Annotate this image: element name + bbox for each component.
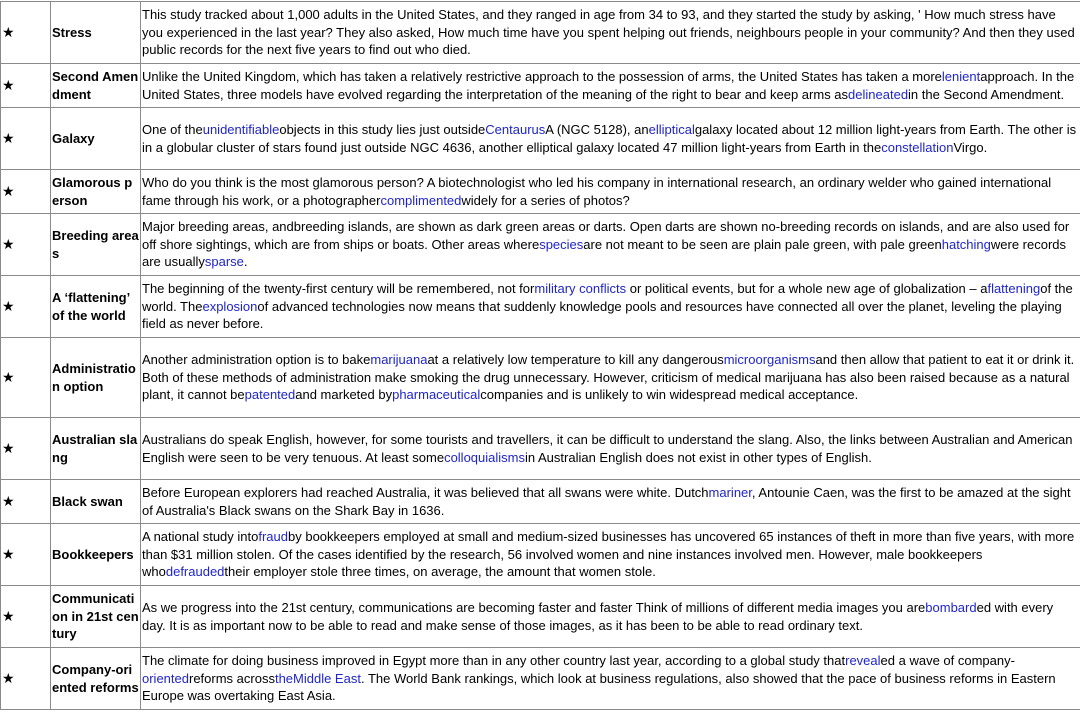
passage-text: Australians do speak English, however, for some tourists and travellers, it can be difficult to understand the slang. Also, the links between Australian and American English were seen to be very tenuous. At least some (142, 432, 1073, 465)
passage-text: and then allow that patient to eat it or drink it. Both of these methods of administration make smoking the drug unnecessary. However, criticism of medical marijuana has also been raised because as a natural plant, it cannot be (142, 352, 1074, 402)
vocabulary-word: microorganisms (724, 352, 816, 367)
passage-text: The beginning of the twenty-first century will be remembered, not for (142, 281, 534, 296)
topic-label: Glamorous person (51, 170, 141, 214)
passage-text: , Antounie Caen, was the first to be amazed at the sight of Australia's Black swans on the Shark Bay in 1636. (142, 485, 1071, 518)
topic-passage (141, 2, 1080, 64)
passage-text: in Australian English does not exist in other types of English. (525, 450, 872, 465)
topic-passage (141, 276, 1080, 338)
star-icon: ★ (1, 170, 51, 214)
passage-text: Before European explorers had reached Australia, it was believed that all swans were white. Dutch (142, 485, 709, 500)
star-icon: ★ (1, 214, 51, 276)
passage-text: Virgo. (954, 140, 988, 155)
vocabulary-word: lenient (942, 69, 980, 84)
passage-text: Another administration option is to bake (142, 352, 370, 367)
topic-label: Communication in 21st century (51, 586, 141, 648)
passage-text: Major breeding areas, andbreeding islands, are shown as dark green areas or darts. Open darts are shown no-breeding records on islands, and are also used for off shore sightings, which are from ships or boats. Other areas where (142, 219, 1069, 252)
vocabulary-word: elliptical (649, 122, 695, 137)
vocabulary-word: defrauded (166, 564, 225, 579)
vocabulary-word: military conflicts (534, 281, 626, 296)
star-icon: ★ (1, 108, 51, 170)
passage-text: at a relatively low temperature to kill any dangerous (427, 352, 723, 367)
passage-text: . The World Bank rankings, which look at business regulations, also showed that the pace of business reforms in Eastern Europe was overtaking East Asia. (142, 671, 1056, 704)
star-icon: ★ (1, 648, 51, 710)
topic-passage (141, 480, 1080, 524)
vocabulary-word: sparse (205, 254, 244, 269)
passage-text: approach. In the United States, three models have evolved regarding the interpretation of the meaning of the right to bear and keep arms as (142, 69, 1074, 102)
passage-text: in the Second Amendment. (908, 87, 1064, 102)
passage-text: or political events, but for a whole new age of globalization – a (626, 281, 987, 296)
topic-label: Second Amendment (51, 64, 141, 108)
vocabulary-word: pharmaceutical (392, 387, 480, 402)
star-icon: ★ (1, 524, 51, 586)
table-row (1, 276, 1080, 338)
star-icon: ★ (1, 64, 51, 108)
passage-text: of the world. The (142, 281, 1073, 314)
vocabulary-word: hatching (942, 237, 991, 252)
passage-text: Unlike the United Kingdom, which has taken a relatively restrictive approach to the possession of arms, the United States has taken a more (142, 69, 942, 84)
table-row (1, 338, 1080, 418)
table-row (1, 108, 1080, 170)
vocabulary-word: patented (245, 387, 296, 402)
passage-text: Who do you think is the most glamorous person? A biotechnologist who led his company in international research, an ordinary welder who gained international fame through his work, or a photographer (142, 175, 1051, 208)
topic-label: Black swan (51, 480, 141, 524)
passage-text: One of the (142, 122, 203, 137)
vocabulary-word: complimented (380, 193, 461, 208)
passage-text: A national study into (142, 529, 258, 544)
passage-text: . (244, 254, 248, 269)
vocabulary-word: colloquialisms (444, 450, 525, 465)
star-icon: ★ (1, 2, 51, 64)
table-row (1, 586, 1080, 648)
topic-passage (141, 64, 1080, 108)
vocabulary-word: Centaurus (485, 122, 545, 137)
topic-label: Australian slang (51, 418, 141, 480)
passage-text: are not meant to be seen are plain pale green, with pale green (583, 237, 941, 252)
passage-text: ed with every day. It is as important now to be able to read and make sense of those images, as it has been to be able to read ordinary text. (142, 600, 1053, 633)
passage-text: A (NGC 5128), an (545, 122, 648, 137)
vocabulary-word: flattening (987, 281, 1040, 296)
star-icon: ★ (1, 338, 51, 418)
table-body (1, 2, 1080, 710)
topic-passage (141, 648, 1080, 710)
topic-label: Stress (51, 2, 141, 64)
table-row (1, 480, 1080, 524)
star-icon: ★ (1, 418, 51, 480)
topic-label: Company-oriented reforms (51, 648, 141, 710)
passage-text: As we progress into the 21st century, communications are becoming faster and faster Think of millions of different media images you are (142, 600, 925, 615)
table-row (1, 64, 1080, 108)
star-icon: ★ (1, 480, 51, 524)
passage-text: were records are usually (142, 237, 1066, 270)
passage-text: ed a wave of company- (881, 653, 1015, 668)
table-row (1, 214, 1080, 276)
vocabulary-word: theMiddle East (275, 671, 361, 686)
vocabulary-word: fraud (258, 529, 288, 544)
passage-text: by bookkeepers employed at small and medium-sized businesses has uncovered 65 instances of theft in more than five years, with more than $31 million stolen. Of the cases identified by the research, 56 involved women and nine instances involved men. However, male bookkeepers who (142, 529, 1074, 579)
passage-text: widely for a series of photos? (461, 193, 629, 208)
topics-table (0, 1, 1080, 710)
topic-label: Bookkeepers (51, 524, 141, 586)
table-row (1, 170, 1080, 214)
table-row (1, 524, 1080, 586)
topic-passage (141, 338, 1080, 418)
topic-label: Galaxy (51, 108, 141, 170)
passage-text: objects in this study lies just outside (279, 122, 485, 137)
topic-label: Administration option (51, 338, 141, 418)
passage-text: reforms across (189, 671, 275, 686)
table-row (1, 648, 1080, 710)
star-icon: ★ (1, 276, 51, 338)
topic-label: Breeding areas (51, 214, 141, 276)
passage-text: companies and is unlikely to win widespread medical acceptance. (480, 387, 858, 402)
table-row (1, 2, 1080, 64)
topic-passage (141, 170, 1080, 214)
vocabulary-word: reveal (845, 653, 880, 668)
vocabulary-word: marijuana (370, 352, 427, 367)
topic-passage (141, 586, 1080, 648)
vocabulary-word: species (539, 237, 583, 252)
vocabulary-word: constellation (881, 140, 953, 155)
vocabulary-word: oriented (142, 671, 189, 686)
topic-passage (141, 214, 1080, 276)
vocabulary-word: delineated (848, 87, 908, 102)
topic-label: A ‘flattening’ of the world (51, 276, 141, 338)
vocabulary-word: bombard (925, 600, 976, 615)
passage-text: and marketed by (295, 387, 392, 402)
passage-text: galaxy located about 12 million light-years from Earth. The other is in a globular cluster of stars found just outside NGC 4636, another elliptical galaxy located 47 million light-years from Earth in the (142, 122, 1076, 155)
topic-passage (141, 418, 1080, 480)
vocabulary-word: unidentifiable (203, 122, 280, 137)
topic-passage (141, 524, 1080, 586)
passage-text: The climate for doing business improved in Egypt more than in any other country last year, according to a global study that (142, 653, 845, 668)
star-icon: ★ (1, 586, 51, 648)
passage-text: of advanced technologies now means that suddenly knowledge pools and resources have connected all over the planet, leveling the playing field as never before. (142, 299, 1062, 332)
table-row (1, 418, 1080, 480)
passage-text: This study tracked about 1,000 adults in the United States, and they ranged in age from 34 to 93, and they started the study by asking, ' How much stress have you experienced in the last year? They also asked, How much time have you spent helping out friends, neighbours people in your community? And then they used public records for the next five years to find out who died. (142, 7, 1075, 57)
vocabulary-word: mariner (709, 485, 752, 500)
vocabulary-word: explosion (202, 299, 257, 314)
passage-text: their employer stole three times, on average, the amount that women stole. (224, 564, 655, 579)
topic-passage (141, 108, 1080, 170)
